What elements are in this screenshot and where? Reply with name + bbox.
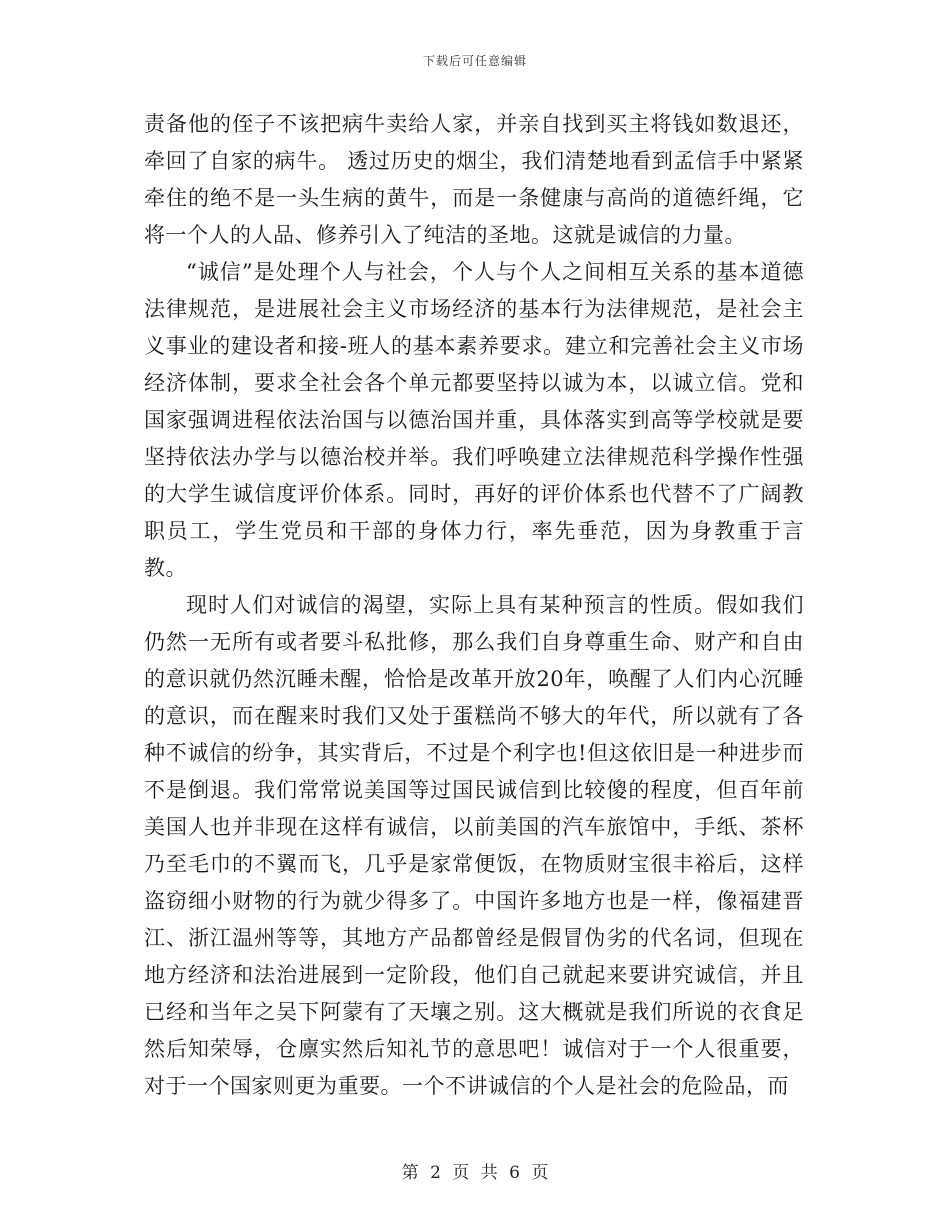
paragraph-1: 责备他的侄子不该把病牛卖给人家，并亲自找到买主将钱如数退还，牵回了自家的病牛。 透过历史的烟尘，我们清楚地看到孟信手中紧紧牵住的绝不是一头生病的黄牛，而是一条健康与高尚的道德纤绳，它将一个人的人品、修养引入了纯洁的圣地。这就是诚信的力量。 bbox=[144, 112, 804, 247]
document-body bbox=[144, 106, 804, 1105]
paragraph-3: 现时人们对诚信的渴望，实际上具有某种预言的性质。假如我们仍然一无所有或者要斗私批修，那么我们自身尊重生命、财产和自由的意识就仍然沉睡未醒，恰恰是改革开放20年，唤醒了人们内心沉睡的意识，而在醒来时我们又处于蛋糕尚不够大的年代，所以就有了各种不诚信的纷争，其实背后，不过是个利字也!但这依旧是一种进步而不是倒退。我们常常说美国等过国民诚信到比较傻的程度，但百年前美国人也并非现在这样有诚信，以前美国的汽车旅馆中，手纸、茶杯乃至毛巾的不翼而飞，几乎是家常便饭，在物质财宝很丰裕后，这样盗窃细小财物的行为就少得多了。中国许多地方也是一样，像福建晋江、浙江温州等等，其地方产品都曾经是假冒伪劣的代名词，但现在地方经济和法治进展到一定阶段，他们自己就起来要讲究诚信，并且已经和当年之吴下阿蒙有了天壤之别。这大概就是我们所说的衣食足然后知荣辱，仓廪实然后知礼节的意思吧！诚信对于一个人很重要，对于一个国家则更为重要。一个不讲诚信的个人是社会的危险品，而 bbox=[144, 593, 804, 1098]
paragraph-2: “诚信”是处理个人与社会，个人与个人之间相互关系的基本道德法律规范，是进展社会主义市场经济的基本行为法律规范，是社会主义事业的建设者和接-班人的基本素养要求。建立和完善社会主义市场经济体制，要求全社会各个单元都要坚持以诚为本，以诚立信。党和国家强调进程依法治国与以德治国并重，具体落实到高等学校就是要坚持依法办学与以德治校并举。我们呼唤建立法律规范科学操作性强的大学生诚信度评价体系。同时，再好的评价体系也代替不了广阔教职员工，学生党员和干部的身体力行，率先垂范，因为身教重于言教。 bbox=[144, 260, 804, 580]
page-number-footer: 第 2 页 共 6 页 bbox=[401, 1163, 549, 1183]
page-header: 下载后可任意编辑 bbox=[422, 54, 527, 68]
